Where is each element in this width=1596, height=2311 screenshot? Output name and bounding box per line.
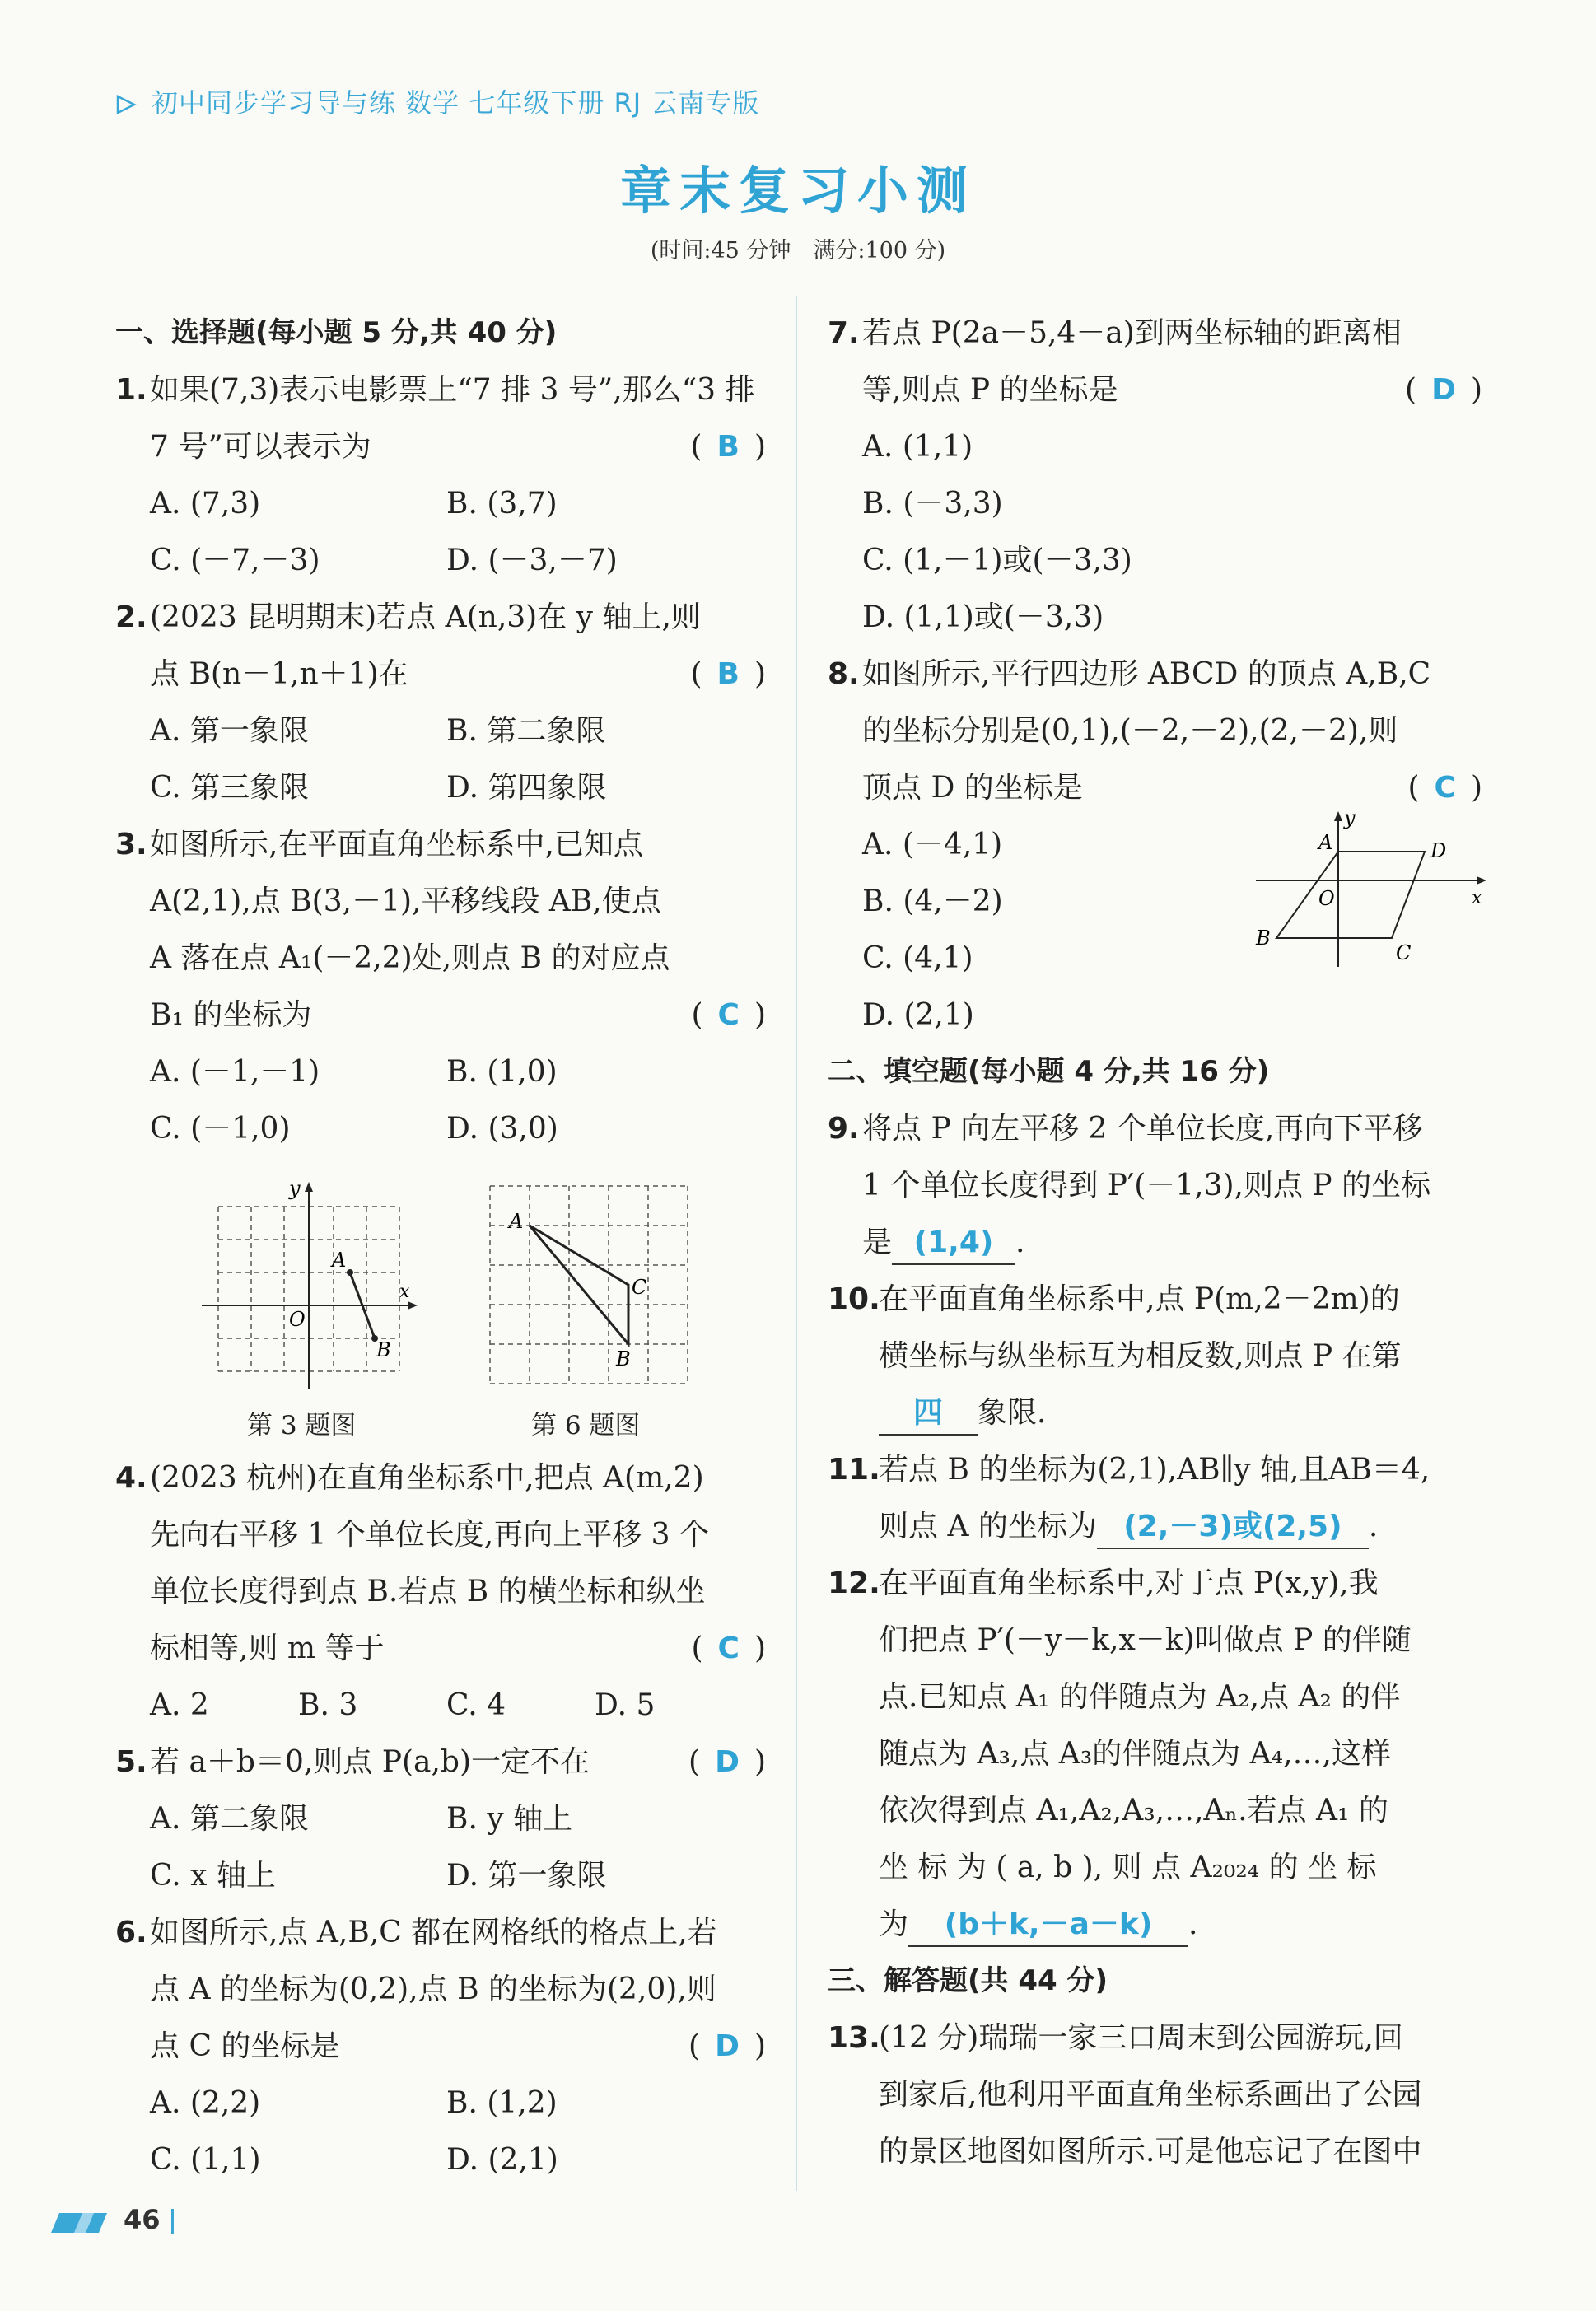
axis-x-label: x [1472, 888, 1482, 908]
question-12-line7 [828, 1896, 1482, 1953]
section-heading-choice: 一、选择题(每小题 5 分,共 40 分) [115, 316, 558, 349]
option-a: A. (2,2) [150, 2086, 261, 2120]
question-text: 若点 B 的坐标为(2,1),AB∥y 轴,且AB＝4, [879, 1453, 1430, 1487]
fill-line [879, 1896, 1197, 1953]
question-10-line3 [828, 1384, 1482, 1441]
point-b-label: B [376, 1338, 391, 1361]
play-triangle-icon [115, 94, 137, 115]
question-text: 如图所示,平行四边形 ABCD 的顶点 A,B,C [862, 657, 1431, 691]
figure-3-grid [202, 1174, 424, 1396]
question-text: 的坐标分别是(0,1),(－2,－2),(2,－2),则 [862, 714, 1398, 748]
question-12-line6 [828, 1839, 1482, 1896]
question-number: 2. [115, 600, 147, 634]
question-text: 到家后,他利用平面直角坐标系画出了公园 [879, 2078, 1422, 2112]
question-number: 12. [828, 1566, 880, 1600]
question-9-line2 [828, 1157, 1482, 1214]
point-a-label: A [509, 1210, 524, 1233]
option-d: D. 第四象限 [446, 771, 607, 805]
question-7-line2 [828, 362, 1482, 418]
question-3-line4 [115, 987, 766, 1043]
options-row [115, 2131, 766, 2188]
question-number: 7. [828, 316, 860, 350]
option-d: D. (2,1) [862, 998, 974, 1032]
option-c: C. (1,－1)或(－3,3) [862, 544, 1132, 577]
option-b: B. y 轴上 [446, 1802, 573, 1836]
question-text: B₁ 的坐标为 [150, 998, 312, 1032]
left-column [115, 305, 766, 2188]
question-8-options-and-figure [828, 806, 1482, 1043]
figure-3-caption: 第 3 题图 [247, 1411, 357, 1440]
question-text: 为 [879, 1907, 909, 1941]
options-row [115, 1677, 766, 1734]
page-subtitle: (时间:45 分钟 满分:100 分) [650, 238, 946, 264]
options-row [115, 703, 766, 759]
question-number: 6. [115, 1916, 147, 1949]
question-text: 点.已知点 A₁ 的伴随点为 A₂,点 A₂ 的伴 [879, 1680, 1401, 1714]
question-number: 5. [115, 1745, 147, 1779]
fill-answer: 四 [879, 1393, 978, 1436]
answer-bracket: ( B ) [690, 657, 766, 691]
origin-label: O [1318, 887, 1335, 910]
options-row [115, 475, 766, 532]
point-a-label: A [332, 1249, 347, 1272]
question-8-line2 [828, 703, 1482, 759]
question-text: 则点 A 的坐标为 [879, 1510, 1097, 1543]
point-c-label: C [1396, 941, 1412, 964]
question-text: (12 分)瑞瑞一家三口周末到公园游玩,回 [879, 2021, 1403, 2055]
question-6-line3 [115, 2018, 766, 2075]
question-12-line5 [828, 1782, 1482, 1839]
question-number: 13. [828, 2021, 880, 2055]
options-row [115, 2075, 766, 2131]
option-b: B. (3,7) [446, 487, 558, 521]
question-4-line3 [115, 1563, 766, 1620]
option-a: A. 第二象限 [150, 1802, 309, 1836]
question-1 [115, 362, 766, 418]
column-divider [796, 296, 797, 2191]
question-text: 象限. [978, 1396, 1047, 1430]
answer-bracket: ( C ) [691, 998, 766, 1032]
question-number: 9. [828, 1112, 860, 1146]
options-row [115, 1790, 766, 1847]
option-a: A. (1,1) [862, 430, 973, 464]
answer-value: D [715, 1745, 740, 1779]
question-12-line4 [828, 1725, 1482, 1782]
option-a: A. (－4,1) [862, 828, 1003, 861]
option-d: D. (2,1) [446, 2143, 558, 2177]
section-heading-solve: 三、解答题(共 44 分) [828, 1964, 1108, 1997]
question-text: 点 A 的坐标为(0,2),点 B 的坐标为(2,0),则 [150, 1973, 716, 2006]
option-b: B. 3 [298, 1688, 358, 1722]
question-8 [828, 646, 1482, 703]
question-text: 先向右平移 1 个单位长度,再向上平移 3 个 [150, 1518, 710, 1552]
point-c-label: C [632, 1276, 647, 1299]
answer-bracket: ( C ) [691, 1632, 766, 1665]
question-12 [828, 1555, 1482, 1612]
option-c-row [828, 532, 1482, 589]
options-row [115, 1043, 766, 1100]
answer-value: C [717, 998, 740, 1032]
question-number: 4. [115, 1461, 147, 1495]
option-c: C. (－7,－3) [150, 544, 320, 577]
option-a: A. 2 [150, 1688, 209, 1722]
options-row [115, 759, 766, 816]
option-b: B. (4,－2) [862, 885, 1003, 918]
question-text: 单位长度得到点 B.若点 B 的横坐标和纵坐 [150, 1575, 706, 1608]
question-text: 1 个单位长度得到 P′(－1,3),则点 P 的坐标 [862, 1169, 1431, 1202]
question-text: 横坐标与纵坐标互为相反数,则点 P 在第 [879, 1339, 1402, 1373]
question-number: 3. [115, 828, 147, 861]
axis-x-label: x [399, 1282, 410, 1302]
figure-6-caption: 第 6 题图 [531, 1411, 641, 1440]
question-11-line2 [828, 1498, 1482, 1555]
question-10-line2 [828, 1328, 1482, 1384]
question-12-line3 [828, 1669, 1482, 1725]
figures-3-and-6 [115, 1157, 766, 1450]
options-row [115, 1100, 766, 1157]
option-a: A. (－1,－1) [150, 1055, 320, 1089]
question-text: (2023 昆明期末)若点 A(n,3)在 y 轴上,则 [150, 600, 701, 634]
option-b-row [828, 475, 1482, 532]
page-number: 46 [124, 2204, 161, 2235]
question-text: 依次得到点 A₁,A₂,A₃,…,Aₙ.若点 A₁ 的 [879, 1794, 1388, 1828]
option-d: D. 5 [595, 1688, 656, 1722]
origin-label: O [289, 1308, 306, 1331]
question-6 [115, 1904, 766, 1961]
option-a: A. 第一象限 [150, 714, 309, 748]
page-number-decoration-icon [51, 2213, 107, 2233]
question-text: 若点 P(2a－5,4－a)到两坐标轴的距离相 [862, 316, 1402, 350]
question-4-line2 [115, 1506, 766, 1563]
option-b: B. (－3,3) [862, 487, 1003, 521]
question-12-line2 [828, 1612, 1482, 1669]
question-text: (2023 杭州)在直角坐标系中,把点 A(m,2) [150, 1461, 704, 1495]
axis-y-label: y [1344, 806, 1356, 829]
question-text: 如果(7,3)表示电影票上“7 排 3 号”,那么“3 排 [150, 373, 755, 407]
question-text: A(2,1),点 B(3,－1),平移线段 AB,使点 [150, 885, 661, 918]
figure-6-grid [478, 1174, 700, 1396]
question-text: 点 B(n－1,n＋1)在 [150, 657, 408, 691]
point-d-label: D [1430, 839, 1447, 862]
question-text: 随点为 A₃,点 A₃的伴随点为 A₄,…,这样 [879, 1737, 1391, 1771]
option-c: C. (1,1) [150, 2143, 261, 2177]
answer-value: D [715, 2029, 740, 2063]
fill-line [879, 1384, 1046, 1441]
fill-answer: (1,4) [892, 1222, 1015, 1265]
question-2 [115, 589, 766, 646]
figure-8-parallelogram [1248, 806, 1495, 987]
answer-value: B [716, 657, 740, 691]
page-number-divider [171, 2209, 174, 2234]
fill-answer: (2,－3)或(2,5) [1097, 1506, 1369, 1549]
question-number: 8. [828, 657, 860, 691]
options-row [115, 532, 766, 589]
fill-line [879, 1498, 1378, 1555]
question-text: 标相等,则 m 等于 [150, 1632, 385, 1665]
question-1-line2 [115, 418, 766, 475]
question-text: 点 C 的坐标是 [150, 2029, 340, 2063]
answer-bracket: ( B ) [690, 430, 766, 464]
question-text: 是 [862, 1226, 893, 1259]
book-series-text: 初中同步学习导与练 数学 七年级下册 RJ 云南专版 [152, 87, 760, 119]
question-10 [828, 1271, 1482, 1328]
option-d-row [828, 589, 1482, 646]
question-text: 坐 标 为 ( a, b ), 则 点 A₂₀₂₄ 的 坐 标 [879, 1851, 1377, 1884]
answer-value: C [1434, 771, 1456, 805]
option-b: B. (1,2) [446, 2086, 558, 2120]
answer-bracket: ( C ) [1407, 771, 1482, 805]
option-d-row [828, 987, 1482, 1043]
question-text: . [1368, 1510, 1379, 1543]
option-d: D. (1,1)或(－3,3) [862, 600, 1104, 634]
question-6-line2 [115, 1961, 766, 2018]
question-9-line3 [828, 1214, 1482, 1271]
question-number: 10. [828, 1282, 880, 1316]
section-heading-fill: 二、填空题(每小题 4 分,共 16 分) [828, 1055, 1270, 1088]
question-13-line2 [828, 2066, 1482, 2123]
question-number: 11. [828, 1453, 880, 1487]
option-b: B. (1,0) [446, 1055, 558, 1089]
option-c: C. (4,1) [862, 941, 973, 975]
answer-bracket: ( D ) [688, 2029, 766, 2063]
question-3-line3 [115, 930, 766, 987]
question-4-line4 [115, 1620, 766, 1677]
question-3 [115, 816, 766, 873]
answer-bracket: ( D ) [1405, 373, 1482, 407]
option-a-row [828, 418, 1482, 475]
option-a: A. (7,3) [150, 487, 261, 521]
answer-value: D [1431, 373, 1456, 407]
option-c: C. 4 [446, 1688, 506, 1722]
question-4 [115, 1450, 766, 1506]
question-5 [115, 1734, 766, 1790]
fill-answer: (b＋k,－a－k) [908, 1904, 1188, 1947]
question-text: 的景区地图如图所示.可是他忘记了在图中 [879, 2135, 1422, 2169]
point-b-label: B [1256, 927, 1271, 950]
page-title: 章末复习小测 [619, 161, 976, 221]
question-11 [828, 1441, 1482, 1498]
question-text: . [1188, 1907, 1198, 1941]
question-text: A 落在点 A₁(－2,2)处,则点 B 的对应点 [150, 941, 670, 975]
option-c: C. (－1,0) [150, 1112, 291, 1146]
option-c: C. 第三象限 [150, 771, 310, 805]
option-c: C. x 轴上 [150, 1859, 276, 1893]
fill-line [862, 1214, 1024, 1271]
question-text: 如图所示,点 A,B,C 都在网格纸的格点上,若 [150, 1916, 717, 1949]
right-column [828, 305, 1482, 2180]
question-13-line3 [828, 2123, 1482, 2180]
question-number: 1. [115, 373, 147, 407]
question-text: 如图所示,在平面直角坐标系中,已知点 [150, 828, 643, 861]
option-d: D. (3,0) [446, 1112, 558, 1146]
question-text: 在平面直角坐标系中,点 P(m,2－2m)的 [879, 1282, 1400, 1316]
answer-bracket: ( D ) [688, 1745, 766, 1779]
question-text: 顶点 D 的坐标是 [862, 771, 1083, 805]
question-2-line2 [115, 646, 766, 703]
question-text: 若 a＋b＝0,则点 P(a,b)一定不在 [150, 1745, 590, 1779]
question-text: 等,则点 P 的坐标是 [862, 373, 1118, 407]
question-text: 7 号”可以表示为 [150, 430, 371, 464]
point-a-label: A [1318, 831, 1333, 854]
question-text: 将点 P 向左平移 2 个单位长度,再向下平移 [862, 1112, 1423, 1146]
point-b-label: B [616, 1347, 631, 1370]
option-d: D. 第一象限 [446, 1859, 607, 1893]
question-text: 们把点 P′(－y－k,x－k)叫做点 P 的伴随 [879, 1623, 1412, 1657]
question-9 [828, 1100, 1482, 1157]
axis-y-label: y [289, 1177, 301, 1200]
question-3-line2 [115, 873, 766, 930]
answer-value: C [717, 1632, 740, 1665]
book-header [115, 82, 759, 120]
question-7 [828, 305, 1482, 362]
question-text: 在平面直角坐标系中,对于点 P(x,y),我 [879, 1566, 1379, 1600]
question-13 [828, 2010, 1482, 2066]
option-d: D. (－3,－7) [446, 544, 618, 577]
option-b: B. 第二象限 [446, 714, 606, 748]
answer-value: B [716, 430, 740, 464]
question-text: . [1015, 1226, 1025, 1259]
options-row [115, 1847, 766, 1904]
